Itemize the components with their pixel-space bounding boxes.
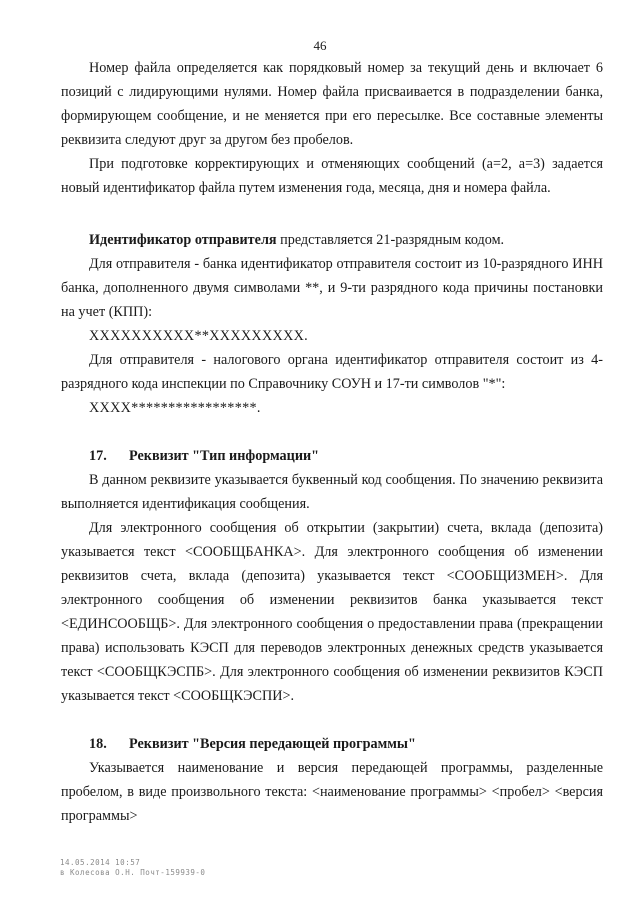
section-17-number: 17. bbox=[89, 448, 107, 464]
document-stamp bbox=[60, 858, 205, 878]
stamp-line-2: в Колесова О.Н. Почт-159939-0 bbox=[60, 868, 206, 877]
section-17-paragraph-2: Для электронного сообщения об открытии (закрытии) счета, вклада (депозита) указывается текст <СООБЩБАНКА>. Для электронного сообщения об изменении реквизитов счета, вклада (депозита) указывается текст <СООБЩИЗМЕН>. Для электронного сообщения об изменении реквизитов банка указывается текст <ЕДИНСООБЩБ>. Для электронного сообщения о предоставлении права (прекращении права) использовать КЭСП для переводов электронных денежных средств указывается текст <СООБЩКЭСПБ>. Для электронного сообщения об изменении реквизитов КЭСП указывается текст <СООБЩКЭСПИ>. bbox=[61, 520, 603, 704]
stamp-line-1: 14.05.2014 10:57 bbox=[60, 858, 141, 867]
spacer bbox=[61, 708, 603, 732]
section-17-heading bbox=[61, 444, 603, 468]
section-18-paragraph-1: Указывается наименование и версия передающей программы, разделенные пробелом, в виде произвольного текста: <наименование программы> <пробел> <версия программы> bbox=[61, 760, 603, 824]
code-template-tax: XXXX*****************. bbox=[89, 400, 261, 416]
document-body bbox=[61, 56, 603, 828]
spacer bbox=[61, 420, 603, 444]
section-17-title: Реквизит "Тип информации" bbox=[129, 448, 320, 464]
spacer bbox=[61, 200, 603, 228]
paragraph-tax-sender: Для отправителя - налогового органа идентификатор отправителя состоит из 4-разрядного кода инспекции по Справочнику СОУН и 17-ти символов "*": bbox=[61, 352, 603, 392]
code-template-bank: XXXXXXXXXX**XXXXXXXXX. bbox=[89, 328, 309, 344]
section-18-title: Реквизит "Версия передающей программы" bbox=[129, 736, 416, 752]
section-18-number: 18. bbox=[89, 736, 107, 752]
paragraph-file-number: Номер файла определяется как порядковый номер за текущий день и включает 6 позиций с лидирующими нулями. Номер файла присваивается в подразделении банка, формирующем сообщение, и не меняется при его пересылке. Все составные элементы реквизита следуют друг за другом без пробелов. bbox=[61, 60, 603, 148]
paragraph-bank-sender: Для отправителя - банка идентификатор отправителя состоит из 10-разрядного ИНН банка, дополненного двумя символами **, и 9-ти разрядного кода причины постановки на учет (КПП): bbox=[61, 256, 603, 320]
section-18-heading bbox=[61, 732, 603, 756]
paragraph-sender-id bbox=[61, 228, 603, 252]
section-17-paragraph-1: В данном реквизите указывается буквенный код сообщения. По значению реквизита выполняется идентификация сообщения. bbox=[61, 472, 603, 512]
sender-id-term: Идентификатор отправителя bbox=[89, 232, 277, 248]
sender-id-text: представляется 21-разрядным кодом. bbox=[276, 232, 505, 248]
paragraph-correction: При подготовке корректирующих и отменяющих сообщений (a=2, a=3) задается новый идентификатор файла путем изменения года, месяца, дня и номера файла. bbox=[61, 156, 603, 196]
page-number: 46 bbox=[313, 38, 327, 53]
